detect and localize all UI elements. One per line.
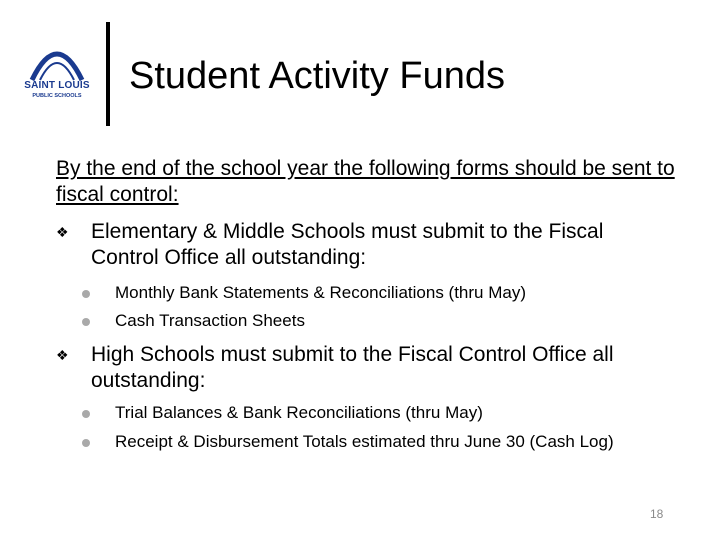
- sub-bullet-text: Trial Balances & Bank Reconciliations (thru May): [115, 403, 483, 422]
- bullet-text: Elementary & Middle Schools must submit to the Fiscal Control Office all outstanding:: [91, 220, 604, 269]
- sub-bullet-text: Monthly Bank Statements & Reconciliations (thru May): [115, 283, 527, 302]
- dot-bullet-icon: [82, 410, 90, 418]
- arch-logo-icon: [26, 40, 88, 82]
- dot-bullet-icon: [82, 318, 90, 326]
- logo-text-primary: SAINT LOUIS: [24, 80, 90, 91]
- dot-bullet-icon: [82, 290, 90, 298]
- intro-text: By the end of the school year the following forms should be sent to fiscal control:: [56, 157, 675, 206]
- sub-bullet-text: Receipt & Disbursement Totals estimated thru June 30 (Cash Log): [115, 432, 614, 451]
- arrowhead-bullet-icon: ❖: [56, 347, 69, 363]
- saint-louis-public-schools-logo: [18, 40, 96, 110]
- bullet-text: High Schools must submit to the Fiscal Control Office all outstanding:: [91, 343, 614, 392]
- page-number: 18: [650, 507, 664, 521]
- title-divider: [106, 22, 110, 126]
- slide-title: Student Activity Funds: [129, 55, 505, 97]
- logo-text-secondary: PUBLIC SCHOOLS: [32, 93, 82, 99]
- sub-bullet-text: Cash Transaction Sheets: [115, 311, 305, 330]
- dot-bullet-icon: [82, 439, 90, 447]
- arrowhead-bullet-icon: ❖: [56, 224, 69, 240]
